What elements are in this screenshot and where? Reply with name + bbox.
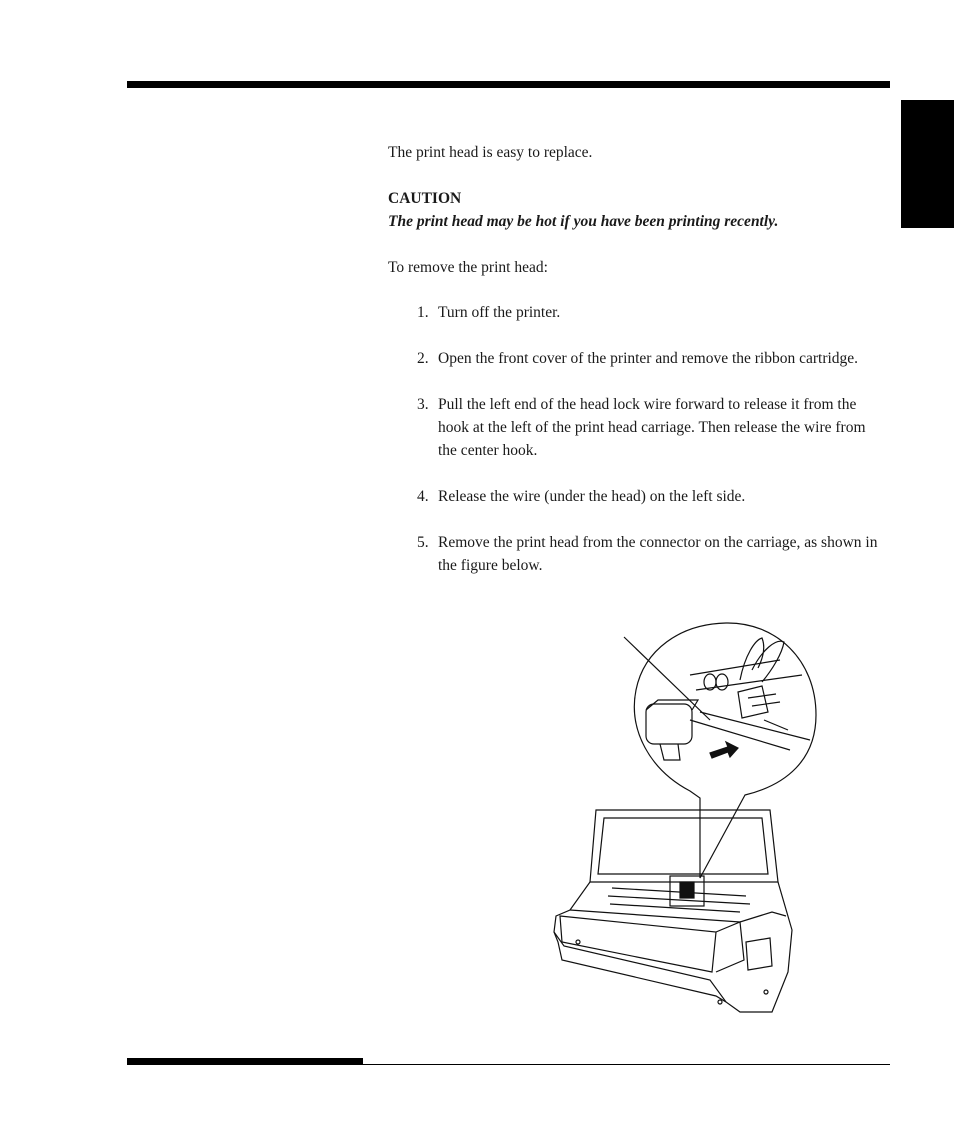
step-text: Turn off the printer. <box>438 304 561 321</box>
intro-text: The print head is easy to replace. <box>388 144 593 161</box>
caution-text: The print head may be hot if you have been printing recently. <box>388 213 779 230</box>
header-rule <box>127 81 890 88</box>
arrow-icon <box>710 742 738 758</box>
step-text: Release the wire (under the head) on the left side. <box>438 488 746 505</box>
step-item <box>417 531 887 577</box>
printer-cover <box>590 810 778 882</box>
step-number: 3. <box>417 396 429 413</box>
step-number: 2. <box>417 350 429 367</box>
step-item <box>417 485 887 508</box>
step-number: 4. <box>417 488 429 505</box>
step-item <box>417 301 887 324</box>
step-number: 1. <box>417 304 429 321</box>
step-item <box>417 393 887 462</box>
step-text: Pull the left end of the head lock wire forward to release it from the hook at the left of the print head carriage. Then release the wire from the center hook. <box>438 396 866 459</box>
step-text: Open the front cover of the printer and remove the ribbon cartridge. <box>438 350 859 367</box>
caution-label: CAUTION <box>388 190 462 207</box>
step-text: Remove the print head from the connector on the carriage, as shown in the figure below. <box>438 534 878 574</box>
step-number: 5. <box>417 534 429 551</box>
step-item <box>417 347 887 370</box>
leader-line <box>624 637 710 720</box>
steps-list <box>417 301 887 600</box>
print-head-detail <box>646 704 692 744</box>
lead-text: To remove the print head: <box>388 259 548 276</box>
print-head-removal-illustration <box>540 620 830 1020</box>
chapter-tab <box>901 100 954 228</box>
footer-rule <box>127 1064 890 1065</box>
